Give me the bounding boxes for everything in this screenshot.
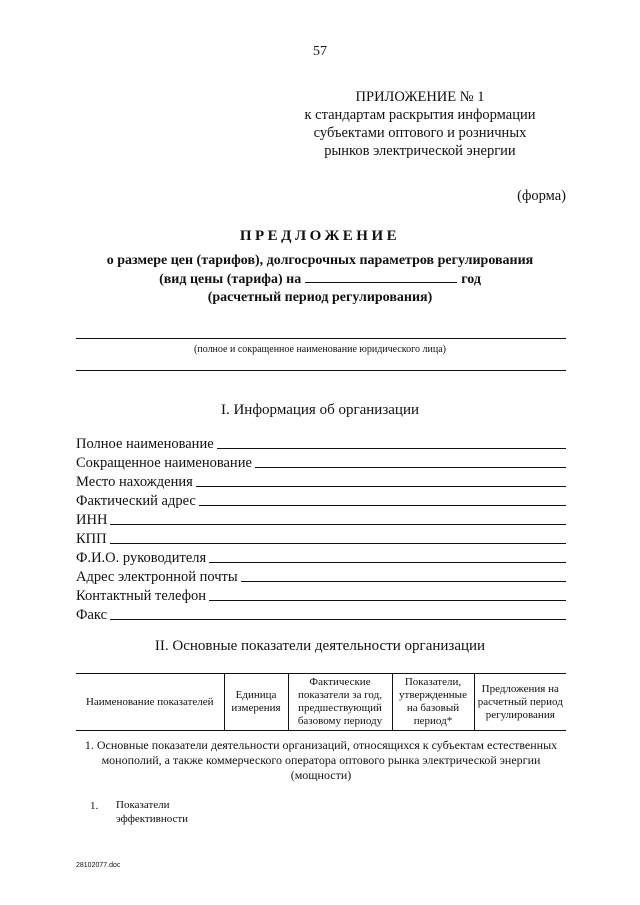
- item-number: 1.: [90, 800, 99, 812]
- appendix-line: к стандартам раскрытия информации: [304, 107, 536, 123]
- fill-line: [217, 448, 566, 449]
- page-number: 57: [313, 44, 327, 59]
- field-full-name: [76, 434, 566, 453]
- field-email: [76, 567, 566, 586]
- field-fax: [76, 605, 566, 624]
- field-label: Полное наименование: [76, 436, 214, 452]
- field-short-name: [76, 453, 566, 472]
- item-label: Показатели эффективности: [116, 799, 189, 825]
- field-label: Факс: [76, 607, 108, 623]
- section-heading: II. Основные показатели деятельности организации: [154, 638, 486, 654]
- field-label: Контактный телефон: [76, 588, 207, 604]
- column-header: Фактические показатели за год, предшествующий базовому периоду: [288, 674, 392, 731]
- fill-line: [255, 467, 566, 468]
- fill-line: [209, 562, 566, 563]
- field-kpp: [76, 529, 566, 548]
- appendix-line: субъектами оптового и розничных: [313, 125, 527, 141]
- appendix-line: рынков электрической энергии: [324, 143, 516, 159]
- document-title: ПРЕДЛОЖЕНИЕ: [239, 228, 401, 244]
- footer-file-name: 28102077.doc: [76, 862, 121, 869]
- subtitle-line: (расчетный период регулирования): [207, 290, 433, 305]
- fill-line: [209, 600, 566, 601]
- column-header: Единица измерения: [224, 674, 288, 731]
- field-label: Адрес электронной почты: [76, 569, 238, 585]
- column-header: Предложения на расчетный период регулирования: [474, 674, 566, 731]
- indicators-table: [76, 673, 566, 731]
- subtitle-line: [0, 270, 640, 289]
- fill-line: [110, 619, 566, 620]
- field-phone: [76, 586, 566, 605]
- field-actual-address: [76, 491, 566, 510]
- table-header-row: [76, 674, 566, 731]
- year-blank-line: [305, 270, 457, 283]
- field-label: Фактический адрес: [76, 493, 196, 509]
- field-inn: [76, 510, 566, 529]
- subtitle-text: год: [461, 272, 481, 287]
- section-heading: I. Информация об организации: [220, 402, 419, 418]
- field-label: ИНН: [76, 512, 108, 528]
- document-subtitle: [0, 252, 640, 307]
- field-label: Сокращенное наименование: [76, 455, 252, 471]
- field-location: [76, 472, 566, 491]
- fill-line: [110, 543, 566, 544]
- subtitle-text: (вид цены (тарифа) на: [159, 272, 302, 287]
- fill-line: [199, 505, 566, 506]
- field-label: Место нахождения: [76, 474, 193, 490]
- entity-name-line: [76, 370, 566, 371]
- field-director: [76, 548, 566, 567]
- fill-line: [110, 524, 566, 525]
- column-header: Показатели, утвержденные на базовый период*: [392, 674, 474, 731]
- appendix-title: ПРИЛОЖЕНИЕ № 1: [355, 89, 485, 105]
- entity-name-caption: (полное и сокращенное наименование юридического лица): [194, 344, 446, 355]
- column-header: Наименование показателей: [76, 674, 224, 731]
- form-label: (форма): [517, 188, 566, 204]
- entity-name-line: [76, 338, 566, 339]
- indicator-group-title: 1. Основные показатели деятельности организаций, относящихся к субъектам естественных монополий, а также коммерческого оператора оптового рынка электрической энергии (мощности): [84, 738, 558, 782]
- field-label: Ф.И.О. руководителя: [76, 550, 207, 566]
- field-label: КПП: [76, 531, 107, 547]
- fill-line: [241, 581, 566, 582]
- subtitle-line: о размере цен (тарифов), долгосрочных параметров регулирования: [106, 253, 534, 268]
- fill-line: [196, 486, 566, 487]
- appendix-header: [270, 88, 570, 160]
